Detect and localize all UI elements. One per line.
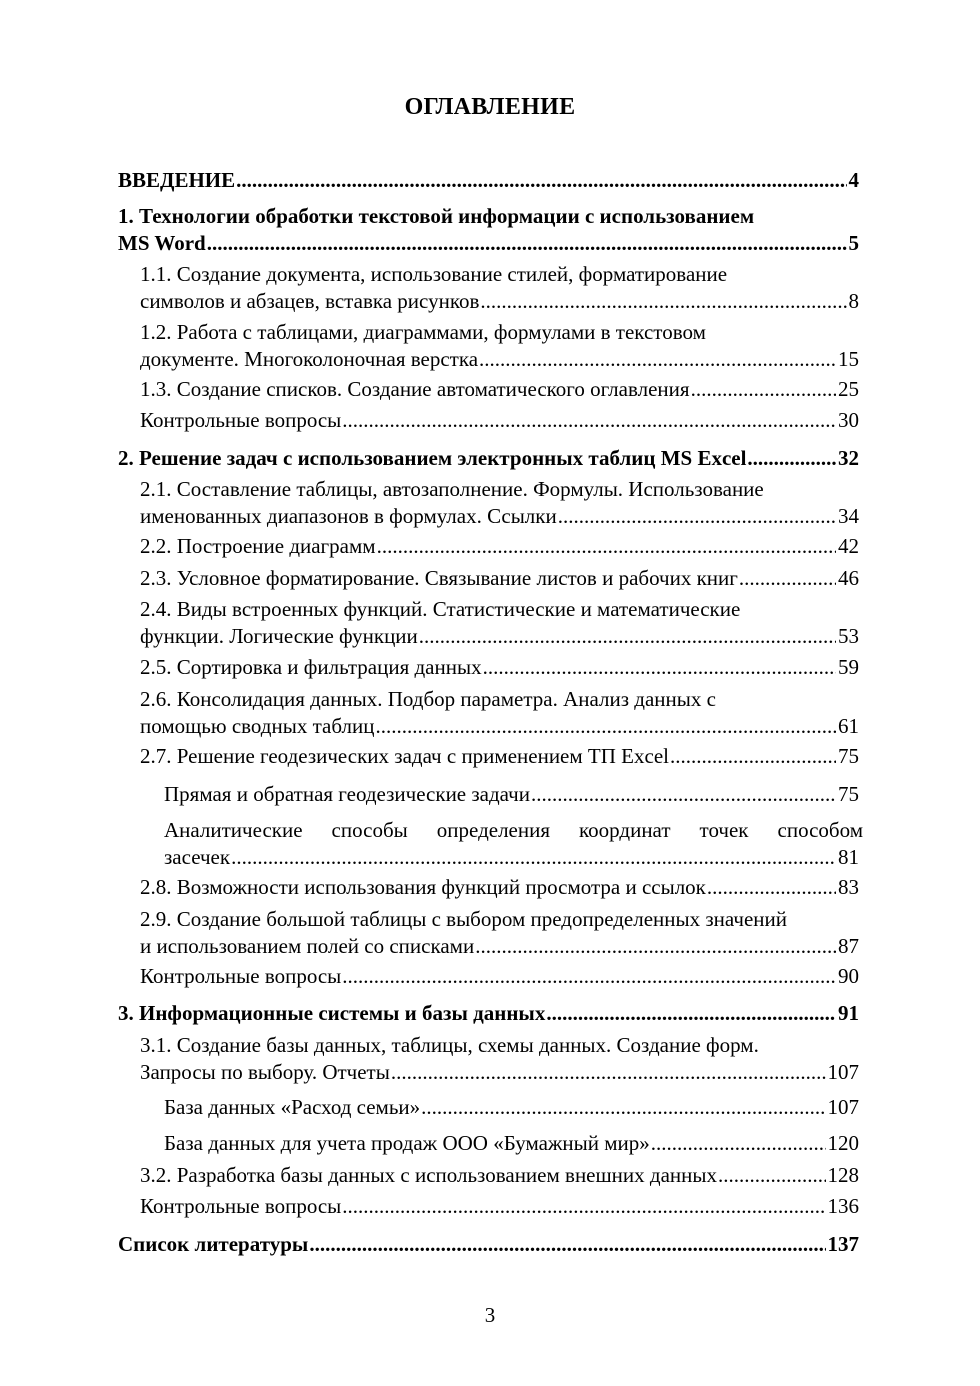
toc-entry-section-1-3[interactable] (140, 376, 859, 403)
toc-entry-section-2-4[interactable] (140, 596, 859, 650)
toc-entry-page: 120 (827, 1131, 859, 1155)
toc-leader-dots (480, 288, 846, 315)
toc-entry-title-line: 2.4. Виды встроенных функций. Статистические и математические (140, 597, 741, 621)
toc-entry-title: 2.5. Сортировка и фильтрация данных (140, 655, 482, 679)
toc-entry-page: 5 (848, 231, 859, 255)
toc-leader-dots (739, 565, 836, 592)
toc-entry-title: 2.7. Решение геодезических задач с применением ТП Excel (140, 744, 669, 768)
toc-entry-bibliography[interactable] (118, 1231, 859, 1258)
toc-entry-title: База данных для учета продаж ООО «Бумажный мир» (164, 1131, 650, 1155)
toc-leader-dots (747, 445, 836, 472)
toc-entry-page: 8 (848, 289, 859, 313)
toc-entry-title: Контрольные вопросы (140, 1194, 342, 1218)
toc-leader-dots (342, 1193, 825, 1220)
toc-entry-title: База данных «Расход семьи» (164, 1095, 421, 1119)
toc-entry-title: ВВЕДЕНИЕ (118, 168, 236, 192)
toc-leader-dots (391, 1059, 826, 1086)
toc-entry-title: символов и абзацев, вставка рисунков (140, 289, 480, 313)
toc-entry-page: 107 (827, 1095, 859, 1119)
toc-entry-title: Список литературы (118, 1232, 309, 1256)
toc-entry-title-line: 3.1. Создание базы данных, таблицы, схемы данных. Создание форм. (140, 1033, 759, 1057)
toc-entry-page: 87 (838, 934, 859, 958)
toc-entry-page: 4 (848, 168, 859, 192)
toc-entry-review-questions-1[interactable] (140, 407, 859, 434)
toc-leader-dots (342, 963, 836, 990)
toc-entry-title: 2. Решение задач с использованием электронных таблиц MS Excel (118, 446, 747, 470)
toc-entry-subsection-family-expenses[interactable] (164, 1094, 859, 1121)
toc-entry-section-1-2[interactable] (140, 319, 859, 373)
toc-entry-page: 75 (838, 744, 859, 768)
toc-entry-section-3-1[interactable] (140, 1032, 859, 1086)
toc-leader-dots (691, 376, 836, 403)
toc-entry-title: помощью сводных таблиц (140, 714, 375, 738)
toc-entry-page: 25 (838, 377, 859, 401)
toc-entry-title: и использованием полей со списками (140, 934, 475, 958)
toc-entry-title: 3.2. Разработка базы данных с использованием внешних данных (140, 1163, 717, 1187)
toc-entry-section-2-1[interactable] (140, 476, 859, 530)
toc-entry-page: 32 (838, 446, 859, 470)
toc-leader-dots (718, 1162, 826, 1189)
toc-entry-section-2-8[interactable] (140, 874, 859, 901)
toc-entry-title: MS Word (118, 231, 206, 255)
toc-entry-subsection-paper-world[interactable] (164, 1130, 859, 1157)
toc-leader-dots (377, 533, 836, 560)
toc-leader-dots (670, 743, 836, 770)
toc-entry-section-2-3[interactable] (140, 565, 859, 592)
toc-entry-title: 2.8. Возможности использования функций просмотра и ссылок (140, 875, 706, 899)
toc-entry-title-line: 2.9. Создание большой таблицы с выбором предопределенных значений (140, 907, 788, 931)
toc-entry-title: Контрольные вопросы (140, 408, 342, 432)
toc-entry-title-line: 2.1. Составление таблицы, автозаполнение. Формулы. Использование (140, 477, 764, 501)
toc-entry-page: 91 (838, 1001, 859, 1025)
toc-entry-page: 61 (838, 714, 859, 738)
toc-entry-page: 128 (827, 1163, 859, 1187)
toc-entry-section-2-6[interactable] (140, 686, 859, 740)
toc-entry-page: 81 (838, 845, 859, 869)
toc-entry-title: засечек (164, 845, 231, 869)
toc-entry-page: 53 (838, 624, 859, 648)
toc-leader-dots (236, 167, 846, 194)
toc-entry-page: 30 (838, 408, 859, 432)
toc-entry-title: 2.2. Построение диаграмм (140, 534, 376, 558)
toc-entry-subsection-direct-inverse[interactable] (164, 781, 859, 808)
toc-leader-dots (231, 844, 836, 871)
toc-entry-title: именованных диапазонов в формулах. Ссылки (140, 504, 557, 528)
toc-entry-page: 42 (838, 534, 859, 558)
toc-entry-page: 90 (838, 964, 859, 988)
toc-entry-title: документе. Многоколоночная верстка (140, 347, 479, 371)
toc-entry-page: 34 (838, 504, 859, 528)
toc-entry-page: 137 (827, 1232, 859, 1256)
toc-entry-title-line: 1.2. Работа с таблицами, диаграммами, формулами в текстовом (140, 320, 706, 344)
toc-entry-chapter-2[interactable] (118, 445, 859, 472)
toc-entry-review-questions-3[interactable] (140, 1193, 859, 1220)
toc-entry-page: 136 (827, 1194, 859, 1218)
toc-entry-title-line: 1. Технологии обработки текстовой информации с использованием (118, 204, 755, 228)
toc-leader-dots (375, 713, 836, 740)
page-number: 3 (484, 1303, 496, 1327)
toc-leader-dots (651, 1130, 826, 1157)
toc-entry-page: 83 (838, 875, 859, 899)
toc-leader-dots (475, 933, 836, 960)
toc-entry-title-line: Аналитические способы определения координат точек способом (164, 818, 863, 842)
toc-leader-dots (546, 1000, 836, 1027)
toc-entry-subsection-analytic-methods[interactable] (164, 817, 863, 871)
toc-entry-section-2-7[interactable] (140, 743, 859, 770)
toc-leader-dots (707, 874, 836, 901)
toc-entry-title: функции. Логические функции (140, 624, 418, 648)
toc-title: ОГЛАВЛЕНИЕ (404, 94, 576, 120)
toc-entry-section-3-2[interactable] (140, 1162, 859, 1189)
toc-leader-dots (421, 1094, 825, 1121)
toc-entry-title-line: 1.1. Создание документа, использование стилей, форматирование (140, 262, 728, 286)
toc-leader-dots (309, 1231, 825, 1258)
toc-entry-title: Контрольные вопросы (140, 964, 342, 988)
toc-leader-dots (207, 230, 847, 257)
toc-entry-section-2-2[interactable] (140, 533, 859, 560)
toc-entry-title-line: 2.6. Консолидация данных. Подбор параметра. Анализ данных с (140, 687, 716, 711)
toc-entry-review-questions-2[interactable] (140, 963, 859, 990)
toc-entry-chapter-1[interactable] (118, 203, 859, 257)
toc-leader-dots (419, 623, 836, 650)
toc-leader-dots (342, 407, 836, 434)
toc-entry-title: Прямая и обратная геодезические задачи (164, 782, 530, 806)
toc-entry-chapter-3[interactable] (118, 1000, 859, 1027)
toc-entry-page: 46 (838, 566, 859, 590)
toc-entry-section-2-5[interactable] (140, 654, 859, 681)
toc-entry-title: 2.3. Условное форматирование. Связывание листов и рабочих книг (140, 566, 738, 590)
toc-entry-page: 15 (838, 347, 859, 371)
toc-entry-section-2-9[interactable] (140, 906, 859, 960)
toc-entry-title: 3. Информационные системы и базы данных (118, 1001, 546, 1025)
toc-entry-page: 59 (838, 655, 859, 679)
toc-leader-dots (558, 503, 836, 530)
toc-entry-title: Запросы по выбору. Отчеты (140, 1060, 390, 1084)
toc-entry-title: 1.3. Создание списков. Создание автоматического оглавления (140, 377, 690, 401)
toc-entry-introduction[interactable] (118, 167, 859, 194)
toc-entry-section-1-1[interactable] (140, 261, 859, 315)
toc-entry-page: 107 (827, 1060, 859, 1084)
toc-leader-dots (483, 654, 836, 681)
toc-leader-dots (479, 346, 836, 373)
toc-entry-page: 75 (838, 782, 859, 806)
toc-leader-dots (531, 781, 836, 808)
